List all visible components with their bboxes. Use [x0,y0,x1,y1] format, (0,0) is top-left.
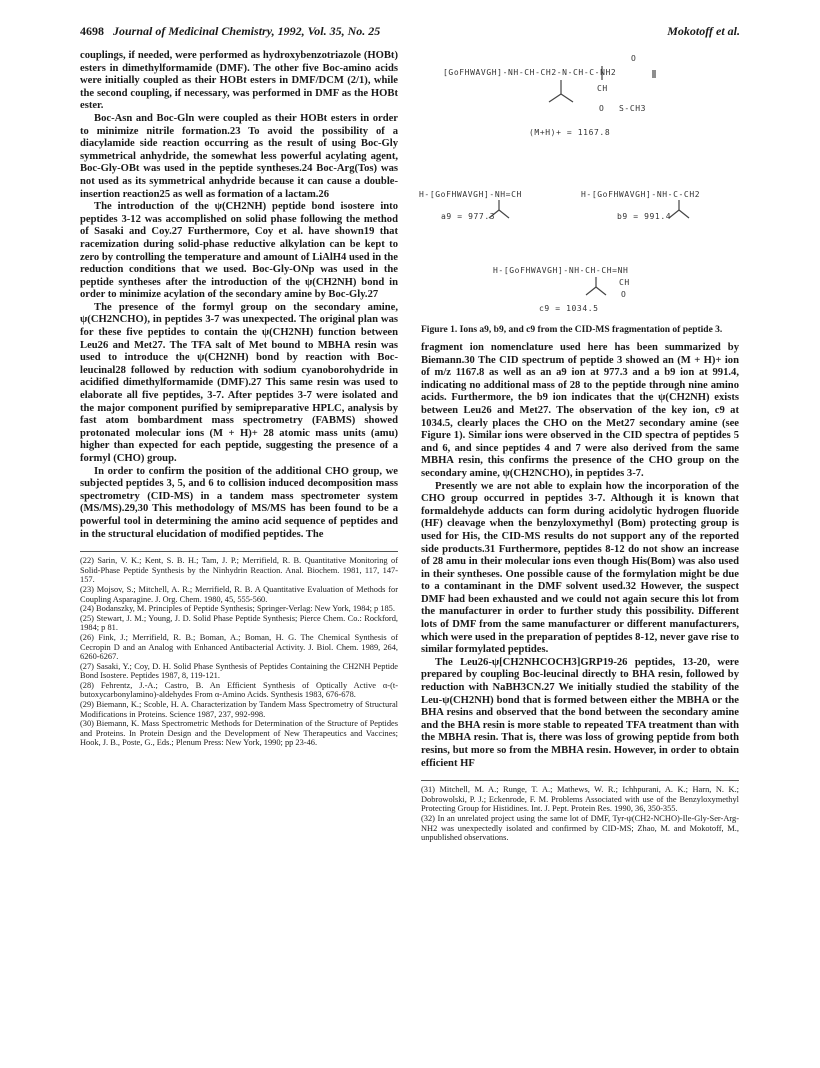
paragraph: The introduction of the ψ(CH2NH) peptide bond isostere into peptides 3-12 was accomplished on solid phase following the method of Sasaki and Coy.27 Furthermore, Coy et al. have shown19 that racemization during solid-phase reductive alkylation can be kept to zero by controlling the temperature and amount of LiAlH4 used in the reduction conditions that we used. Boc-Gly-ONp was used in the peptide syntheses after the introduction of the ψ(CH2NH) bond in order to minimize acylation of the secondary amine by Boc-Gly.27 [80,201,398,301]
paragraph: The Leu26-ψ[CH2NHCOCH3]GRP19-26 peptides, 13-20, were prepared by coupling Boc-leucinal directly to BHA resin, followed by reduction with NaBH3CN.27 We initially studied the stability of the Leu-ψ(CH2NH) bond that is formed between either the MBHA or the BHA resins and observed that the bond between the secondary amine and the BHA resin is more stable to repeated TFA treatment than with the MBHA resin. That is, there was loss of growing peptide from both resins, but more so from the MBHA resin. However, in order to obtain efficient HF [421,656,739,769]
structure-bonds [421,50,739,325]
figure-1-structures [421,50,739,325]
footnote-references [80,551,398,748]
figure-label: Figure 1. [421,325,458,335]
reference-item: (31) Mitchell, M. A.; Runge, T. A.; Mathews, W. R.; Ichhpurani, A. K.; Harn, N. K.; Dobrowolski, P. J.; Eckenrode, F. M. Problems Associated with use of the Benzyloxymethyl Protecting Group for Histidines. Int. J. Pept. Protein Res. 1990, 36, 350-355. [421,785,739,814]
reference-item: (26) Fink, J.; Merrifield, R. B.; Boman, A.; Boman, H. G. The Chemical Synthesis of Cecropin D and an Analog with Enhanced Antibacterial Activity. J. Biol. Chem. 1989, 264, 6260-6267. [80,632,398,662]
paragraph: The presence of the formyl group on the secondary amine, ψ(CH2NCHO), in peptides 3-7 was unexpected. The original plan was for these five peptides to contain the ψ(CH2NH) function between Leu26 and Met27. The TFA salt of Met bound to MBHA resin was used to introduce the ψ(CH2NH) bond by reaction with Boc-leucinal28 followed by reduction with sodium cyanoborohydride in acidified dimethylformamide (DMF).27 This same resin was used to elaborate all five peptides, 3-7. After peptides 3-7 were isolated and the major component purified by semipreparative HPLC, analysis by fast atom bombardment mass spectrometry (FABMS) showed protonated molecular ions (M + H)+ 28 atomic mass units (amu) higher than expected for each peptide, suggesting the presence of a formyl (CHO) group. [80,301,398,464]
author-running-head: Mokotoff et al. [667,24,740,38]
a9-ion-structure: H-[GoFHWAVGH]-NH=CH [419,190,522,199]
journal-line [80,24,380,39]
paragraph: Presently we are not able to explain how the incorporation of the CHO group occurred in peptides 3-7. Although it is known that formaldehyde adducts can form during acidolytic hydrogen fluoride (HF) cleavage when the benzyloxymethyl (Bom) protecting group is used for His, the CID-MS results do not support any of the reported side products.31 Furthermore, peptides 8-12 do not show an increase of 28 amu in their molecular ions even though His(Bom) was also used in their syntheses. One possible cause of the formylation might be due to a contaminant in the DMF solvent used.32 However, the suspect DMF had been exhausted and we could not again secure this lot from the manufacturer in order to further study this possibility. Different lots of DMF from the same manufacturer or different manufacturers, which were used in the preparation of peptides 8-12, never gave rise to similar formylated peptides. [421,480,739,656]
formyl-ch: CH [597,84,608,93]
paragraph: In order to confirm the position of the additional CHO group, we subjected peptides 3, 5, and 6 to collision induced decomposition mass spectrometry (CID-MS) in a tandem mass spectrometer system (MS/MS).29,30 This methodology of MS/MS has been found to be a powerful tool in determining the amino acid sequence of peptides and in the structural elucidation of modified peptides. The [80,465,398,540]
reference-item: (28) Fehrentz, J.-A.; Castro, B. An Efficient Synthesis of Optically Active α-(t-butoxycarbonylamino)-aldehydes From α-Amino Acids. Synthesis 1983, 676-678. [80,680,398,700]
running-header [80,24,740,44]
c9-ion-mass: c9 = 1034.5 [539,304,599,313]
c9-ion-structure: H-[GoFHWAVGH]-NH-CH-CH=NH [493,266,629,275]
paragraph: Boc-Asn and Boc-Gln were coupled as their HOBt esters in order to minimize nitrile formation.23 To avoid the possibility of a diacylamide side reaction occurring as the result of using Boc-Gly symmetrical anhydride, the somewhat less powerful acylating agent, Boc-Gly-OBt was used in the peptide syntheses.24 Boc-Arg(Tos) was not used as its symmetrical anhydride because it can cause a double-insertion reaction25 as well as formation of a lactam.26 [80,112,398,200]
journal-citation: Journal of Medicinal Chemistry, 1992, Vol. 35, No. 25 [113,24,381,38]
c9-ch: CH [619,278,630,287]
formyl-oxygen: O [599,104,605,113]
c9-oxygen: O [621,290,627,299]
paragraph: couplings, if needed, were performed as hydroxybenzotriazole (HOBt) esters in dimethylformamide (DMF). The other five Boc-amino acids were initially coupled as their HOBt esters in DMF/DCM (2/1), while the second coupling, if necessary, was performed in DMF as the HOBt ester. [80,50,398,112]
parent-ion-structure: [GoFHWAVGH]-NH-CH-CH2-N-CH-C-NH2 [443,68,617,77]
methionine-side-chain: S-CH3 [619,104,647,113]
figure-caption [421,325,739,336]
a9-ion-mass: a9 = 977.3 [441,212,496,221]
reference-item: (29) Biemann, K.; Scoble, H. A. Characterization by Tandem Mass Spectrometry of Structural Modifications in Proteins. Science 1987, 237, 992-998. [80,700,398,719]
b9-ion-structure: H-[GoFHWAVGH]-NH-C-CH2 [581,190,701,199]
figure-caption-text: Ions a9, b9, and c9 from the CID-MS fragmentation of peptide 3. [459,325,723,335]
reference-item: (27) Sasaki, Y.; Coy, D. H. Solid Phase Synthesis of Peptides Containing the CH2NH Peptide Bond Isostere. Peptides 1987, 8, 119-121. [80,661,398,681]
carbonyl-oxygen: O [631,54,637,63]
left-column [80,50,398,748]
reference-item: (22) Sarin, V. K.; Kent, S. B. H.; Tam, J. P.; Merrifield, R. B. Quantitative Monitoring of Solid-Phase Peptide Synthesis by the Ninhydrin Reaction. Anal. Biochem. 1981, 117, 147-157. [80,556,398,585]
paragraph: fragment ion nomenclature used here has been summarized by Biemann.30 The CID spectrum of peptide 3 showed an (M + H)+ ion of m/z 1167.8 as well as an a9 ion at 977.3 and a b9 ion at 991.4, indicating no additional mass of 28 to the peptide through nine amino acids. Furthermore, the b9 ion indicates that the ψ(CH2NH) exists between Leu26 and Met27. The observation of the key ion, c9 at 1034.5, clearly places the CHO on the Met27 secondary amine (see Figure 1). Similar ions were observed in the CID spectra of peptides 5 and 6, and since peptides 4 and 7 were also derived from the same MBHA resin, this confirms the presence of the CHO group on the secondary amine, ψ(CH2NCHO), in peptides 3-7. [421,342,739,479]
page-number: 4698 [80,24,104,38]
right-column [421,50,739,843]
reference-item: (24) Bodanszky, M. Principles of Peptide Synthesis; Springer-Verlag: New York, 1984; p 185. [80,604,395,614]
reference-item: (30) Biemann, K. Mass Spectrometric Methods for Determination of the Structure of Peptides and Proteins. In Protein Design and the Development of New Therapeutics and Vaccines; Hook, J. B., Poste, G., Eds.; Plenum Press: New York, 1990; pp 23-46. [80,719,398,748]
parent-ion-mass: (M+H)+ = 1167.8 [529,128,611,137]
reference-item: (23) Mojsov, S.; Mitchell, A. R.; Merrifield, R. B. A Quantitative Evaluation of Methods for Coupling Asparagine. J. Org. Chem. 1980, 45, 555-560. [80,584,398,604]
b9-ion-mass: b9 = 991.4 [617,212,672,221]
reference-item: (25) Stewart, J. M.; Young, J. D. Solid Phase Peptide Synthesis; Pierce Chem. Co.: Rockford, 1984; p 81. [80,613,398,633]
reference-item: (32) In an unrelated project using the same lot of DMF, Tyr-ψ(CH2-NCHO)-Ile-Gly-Ser-Arg-NH2 was unexpectedly isolated and confirmed by CID-MS; Zhao, M. and Mokotoff, M., unpublished observations. [421,813,739,843]
footnote-references [421,780,739,843]
